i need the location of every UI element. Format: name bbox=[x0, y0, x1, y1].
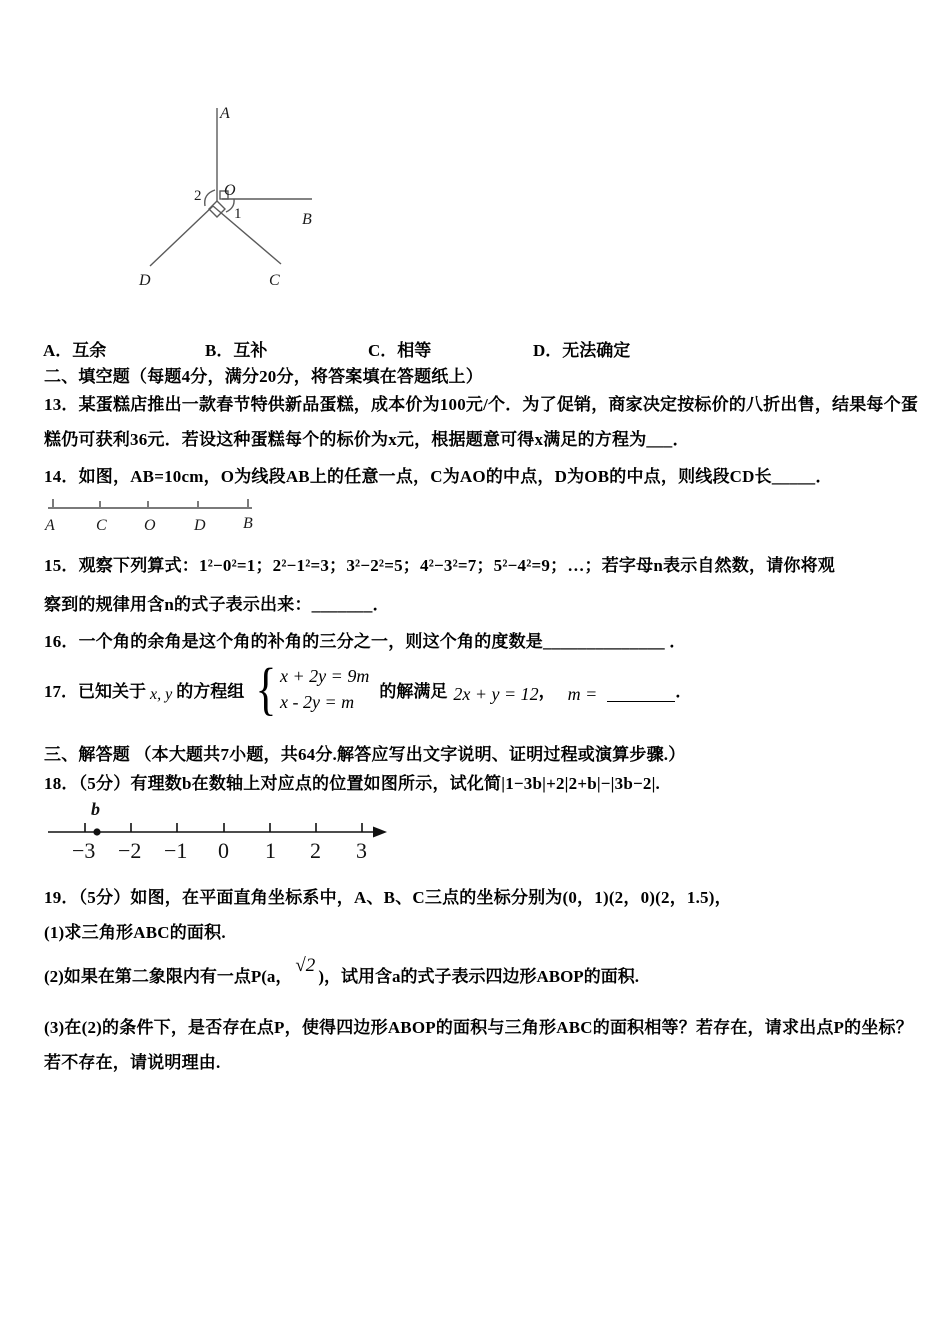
q19-part2-post: )，试用含a的式子表示四边形ABOP的面积. bbox=[318, 966, 639, 986]
nl-label-0: 0 bbox=[218, 838, 229, 863]
q17-answer-blank bbox=[607, 685, 675, 702]
question19-part2 bbox=[44, 953, 639, 995]
numberline-figure bbox=[40, 798, 410, 868]
seg-label-D: D bbox=[194, 517, 206, 534]
nl-label-3: 3 bbox=[356, 838, 367, 863]
nl-label-2: 2 bbox=[310, 838, 321, 863]
question13-line2: 糕仍可获利36元．若设这种蛋糕每个的标价为x元，根据题意可得x满足的方程为___． bbox=[44, 430, 690, 449]
nl-label-neg1: −1 bbox=[164, 838, 188, 863]
option-b: B．互补 bbox=[205, 341, 268, 360]
question19-part1: (1)求三角形ABC的面积. bbox=[44, 923, 226, 942]
point-b-label: b bbox=[91, 799, 100, 819]
option-d: D．无法确定 bbox=[533, 341, 631, 360]
equation-system bbox=[280, 663, 369, 715]
label-A: A bbox=[220, 105, 230, 122]
label-angle1: 1 bbox=[234, 206, 242, 222]
label-O: O bbox=[224, 182, 236, 199]
question17-row bbox=[44, 656, 693, 721]
question15-line2: 察到的规律用含n的式子表示出来：_______． bbox=[44, 595, 390, 614]
seg-label-C: C bbox=[96, 517, 107, 534]
angle-figure bbox=[118, 95, 340, 295]
ray-OD bbox=[150, 206, 213, 266]
question19-line1: 19．（5分）如图，在平面直角坐标系中，A、B、C三点的坐标分别为(0，1)(2，0)(2，1.5)， bbox=[44, 888, 732, 907]
ray-OC bbox=[213, 206, 281, 264]
section3-header: 三、解答题 （本大题共7小题，共64分.解答应写出文字说明、证明过程或演算步骤.） bbox=[44, 745, 686, 764]
option-c: C．相等 bbox=[368, 341, 432, 360]
question16-text: 16．一个角的余角是这个角的补角的三分之一，则这个角的度数是______________ ． bbox=[44, 632, 687, 651]
label-angle2: 2 bbox=[194, 188, 202, 204]
label-C: C bbox=[269, 272, 280, 289]
q17-mid2: 的解满足 bbox=[379, 681, 448, 701]
q17-equation3: 2x + y = 12 bbox=[453, 683, 539, 704]
q17-equation2: x - 2y = m bbox=[280, 692, 355, 712]
q17-m-equals: m = bbox=[567, 683, 598, 704]
angle1-arc bbox=[226, 199, 234, 212]
q19-sqrt2: √2 bbox=[295, 955, 316, 976]
q17-equation1: x + 2y = 9m bbox=[280, 666, 370, 686]
nl-label-1: 1 bbox=[265, 838, 276, 863]
system-brace: { bbox=[255, 656, 277, 721]
q19-part2-pre: (2)如果在第二象限内有一点P(a， bbox=[44, 966, 293, 986]
label-D: D bbox=[139, 272, 151, 289]
label-B: B bbox=[302, 211, 312, 228]
question18-text: 18．（5分）有理数b在数轴上对应点的位置如图所示，试化简|1−3b|+2|2+b|−|3b−2|. bbox=[44, 774, 660, 793]
question14-text: 14．如图，AB=10cm，O为线段AB上的任意一点，C为AO的中点，D为OB的中点，则线段CD长_____． bbox=[44, 467, 833, 486]
nl-label-neg3: −3 bbox=[72, 838, 96, 863]
nl-label-neg2: −2 bbox=[118, 838, 142, 863]
q17-variables: x, y bbox=[150, 686, 173, 703]
question15-line1: 15．观察下列算式：1²−0²=1；2²−1²=3；3²−2²=5；4²−3²=7；5²−4²=9；…；若字母n表示自然数，请你将观 bbox=[44, 556, 835, 575]
seg-label-B: B bbox=[243, 515, 253, 532]
point-b-dot bbox=[93, 828, 100, 835]
segment-figure bbox=[40, 492, 270, 537]
q17-period: ． bbox=[675, 681, 693, 701]
option-a: A．互余 bbox=[43, 341, 107, 360]
question19-part3-line2: 若不存在，请说明理由. bbox=[44, 1053, 221, 1072]
seg-label-O: O bbox=[144, 517, 156, 534]
seg-label-A: A bbox=[45, 517, 55, 534]
q17-mid1: 的方程组 bbox=[176, 681, 245, 701]
section2-header: 二、填空题（每题4分，满分20分，将答案填在答题纸上） bbox=[44, 367, 483, 386]
axis-arrowhead bbox=[373, 827, 387, 838]
q17-prefix: 17．已知关于 bbox=[44, 681, 146, 701]
q17-comma: ， bbox=[538, 681, 556, 701]
question19-part3-line1: (3)在(2)的条件下，是否存在点P，使得四边形ABOP的面积与三角形ABC的面积相等？若存在，请求出点P的坐标？ bbox=[44, 1018, 913, 1037]
question13-line1: 13．某蛋糕店推出一款春节特供新品蛋糕，成本价为100元/个．为了促销，商家决定按标价的八折出售，结果每个蛋 bbox=[44, 395, 919, 414]
